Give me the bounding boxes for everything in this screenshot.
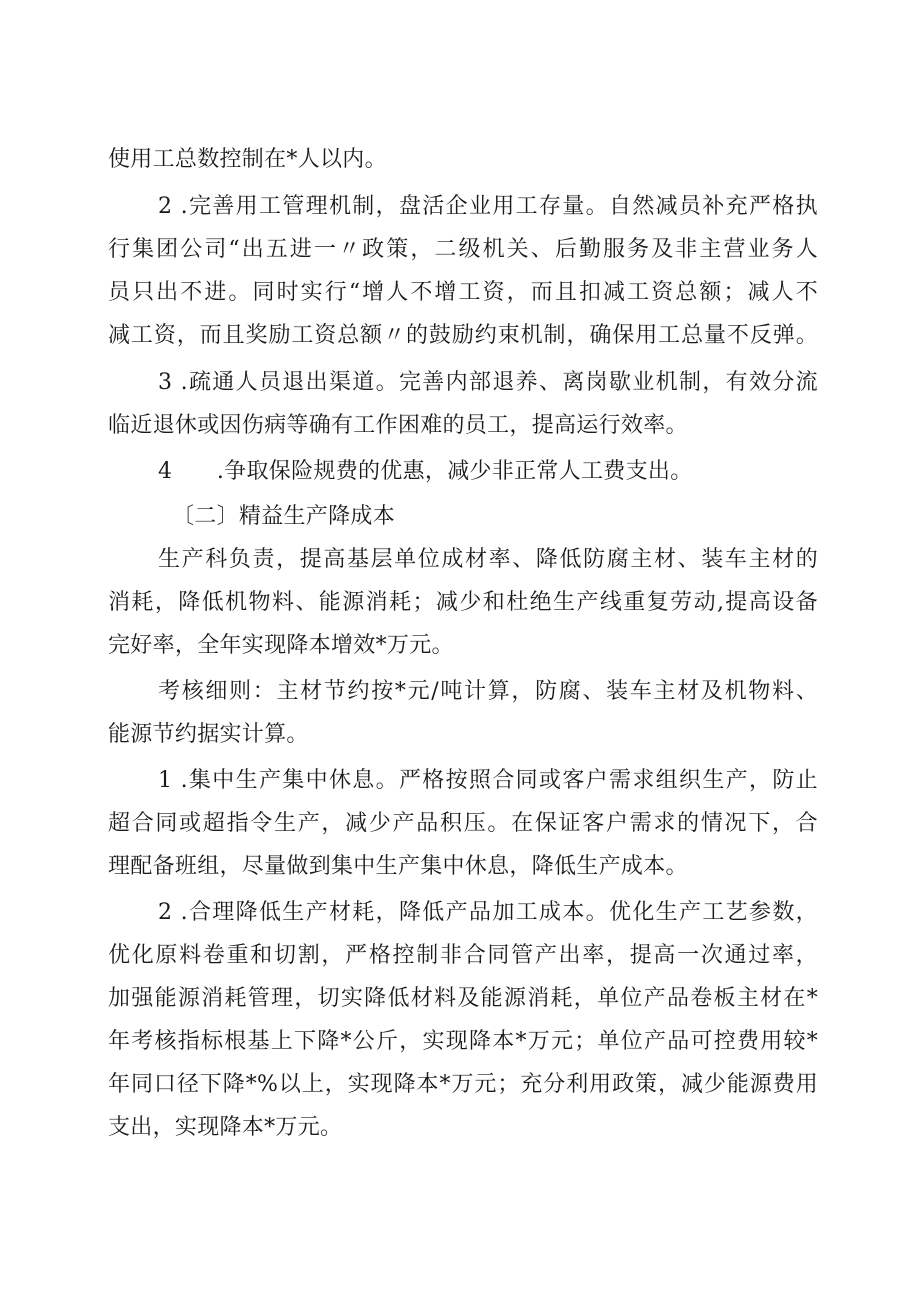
paragraph-line: 消耗，降低机物料、能源消耗；减少和杜绝生产线重复劳动,提高设备 [108,590,818,615]
paragraph-line: 3 .疏通人员退出渠道。完善内部退养、离岗歇业机制，有效分流 [158,370,818,395]
paragraph-line: 完好率，全年实现降本增效*万元。 [108,633,454,658]
paragraph-line: 2 .合理降低生产材耗，降低产品加工成本。优化生产工艺参数， [158,900,818,925]
paragraph-line: 支出，实现降本*万元。 [108,1115,343,1140]
paragraph-line: 1 .集中生产集中休息。严格按照合同或客户需求组织生产，防止 [158,768,818,793]
paragraph-line: 加强能源消耗管理，切实降低材料及能源消耗，单位产品卷板主材在* [108,986,818,1011]
paragraph-line: 4 .争取保险规费的优惠，减少非正常人工费支出。 [158,459,693,484]
paragraph-line: 超合同或超指令生产，减少产品积压。在保证客户需求的情况下，合 [108,811,818,836]
section-heading: 〔二〕精益生产降成本 [172,504,396,529]
paragraph-line: 优化原料卷重和切割，严格控制非合同管产出率，提高一次通过率， [108,943,818,968]
paragraph-line: 减工资，而且奖励工资总额〃的鼓励约束机制，确保用工总量不反弹。 [108,323,818,348]
paragraph-line: 临近退休或因伤病等确有工作困难的员工，提高运行效率。 [108,413,688,438]
paragraph-line: 员只出不进。同时实行“增人不增工资，而且扣减工资总额；减人不 [108,280,818,305]
paragraph-line: 行集团公司“出五进一〃政策，二级机关、后勤服务及非主营业务人 [108,237,818,262]
paragraph-line: 2 .完善用工管理机制，盘活企业用工存量。自然减员补充严格执 [158,194,818,219]
paragraph-line: 考核细则：主材节约按*元/吨计算，防腐、装车主材及机物料、 [158,679,818,704]
paragraph-line: 年考核指标根基上下降*公斤，实现降本*万元；单位产品可控费用较* [108,1029,818,1054]
paragraph-line: 生产科负责，提高基层单位成材率、降低防腐主材、装车主材的 [158,547,818,572]
paragraph-line: 年同口径下降*%以上，实现降本*万元；充分利用政策，减少能源费用 [108,1072,818,1097]
paragraph-line: 能源节约据实计算。 [108,722,309,747]
paragraph-line: 使用工总数控制在*人以内。 [108,147,387,172]
paragraph-line: 理配备班组，尽量做到集中生产集中休息，降低生产成本。 [108,854,688,879]
